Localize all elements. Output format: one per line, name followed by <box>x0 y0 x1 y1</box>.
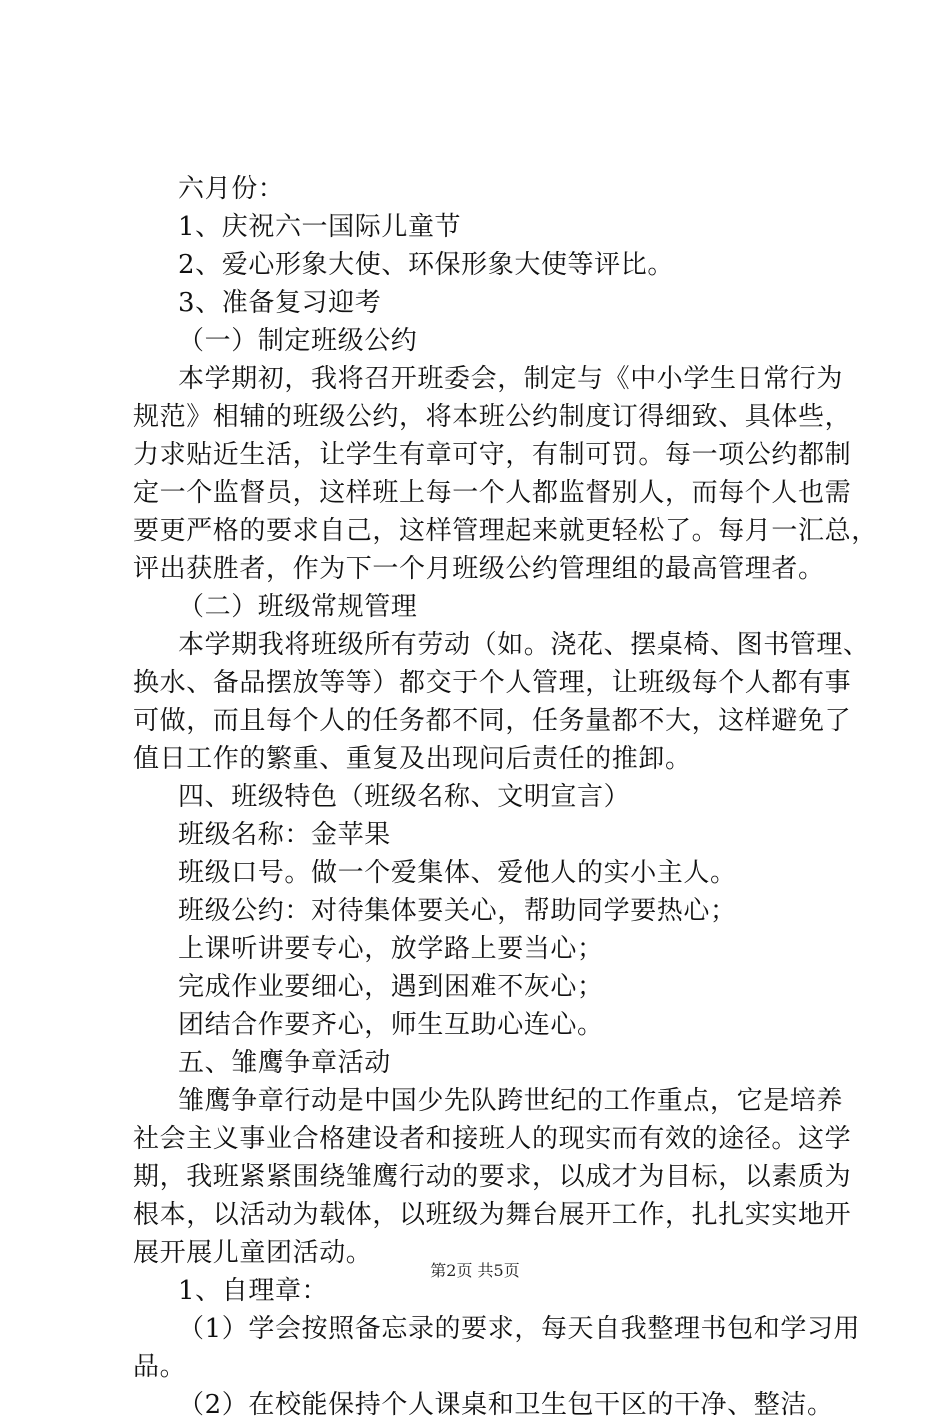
section-heading: 五、雏鹰争章活动 <box>178 1048 391 1078</box>
text-line: （2）在校能保持个人课桌和卫生包干区的干净、整洁。 <box>178 1390 834 1420</box>
text-line: 本学期初，我将召开班委会，制定与《中小学生日常行为 <box>178 364 844 394</box>
text-line: 六月份： <box>178 174 285 204</box>
text-line: 团结合作要齐心，师生互助心连心。 <box>178 1010 604 1040</box>
text-line: 2、爱心形象大使、环保形象大使等评比。 <box>178 250 674 280</box>
text-line: （1）学会按照备忘录的要求，每天自我整理书包和学习用 <box>178 1314 861 1344</box>
text-line: 展开展儿童团活动。 <box>133 1238 373 1268</box>
section-heading: （二）班级常规管理 <box>178 592 418 622</box>
text-line: 力求贴近生活，让学生有章可守，有制可罚。每一项公约都制 <box>133 440 852 470</box>
text-line: 上课听讲要专心，放学路上要当心； <box>178 934 604 964</box>
text-line: 换水、备品摆放等等）都交于个人管理，让班级每个人都有事 <box>133 668 852 698</box>
text-line: 规范》相辅的班级公约，将本班公约制度订得细致、具体些， <box>133 402 852 432</box>
text-line: 本学期我将班级所有劳动（如。浇花、摆桌椅、图书管理、 <box>178 630 870 660</box>
text-line: 可做，而且每个人的任务都不同，任务量都不大，这样避免了 <box>133 706 852 736</box>
text-line: 品。 <box>133 1352 187 1382</box>
text-line: 完成作业要细心，遇到困难不灰心； <box>178 972 604 1002</box>
text-line: 评出获胜者，作为下一个月班级公约管理组的最高管理者。 <box>133 554 825 584</box>
text-line: 社会主义事业合格建设者和接班人的现实而有效的途径。这学 <box>133 1124 852 1154</box>
text-line: 定一个监督员，这样班上每一个人都监督别人，而每个人也需 <box>133 478 852 508</box>
text-line: 班级口号。做一个爱集体、爱他人的实小主人。 <box>178 858 737 888</box>
text-line: 1、庆祝六一国际儿童节 <box>178 212 462 242</box>
text-line: 期，我班紧紧围绕雏鹰行动的要求，以成才为目标，以素质为 <box>133 1162 852 1192</box>
section-heading: （一）制定班级公约 <box>178 326 418 356</box>
text-line: 要更严格的要求自己，这样管理起来就更轻松了。每月一汇总， <box>133 516 878 546</box>
section-heading: 四、班级特色（班级名称、文明宣言） <box>178 782 631 812</box>
text-line: 1、自理章： <box>178 1276 329 1306</box>
text-line: 班级名称：金苹果 <box>178 820 391 850</box>
text-line: 3、准备复习迎考 <box>178 288 382 318</box>
text-line: 值日工作的繁重、重复及出现问后责任的推卸。 <box>133 744 692 774</box>
text-line: 根本，以活动为载体，以班级为舞台展开工作，扎扎实实地开 <box>133 1200 852 1230</box>
text-line: 班级公约：对待集体要关心，帮助同学要热心； <box>178 896 737 926</box>
text-line: 雏鹰争章行动是中国少先队跨世纪的工作重点，它是培养 <box>178 1086 844 1116</box>
page-footer: 第2页 共5页 <box>430 1261 520 1280</box>
document-body <box>133 170 878 1424</box>
